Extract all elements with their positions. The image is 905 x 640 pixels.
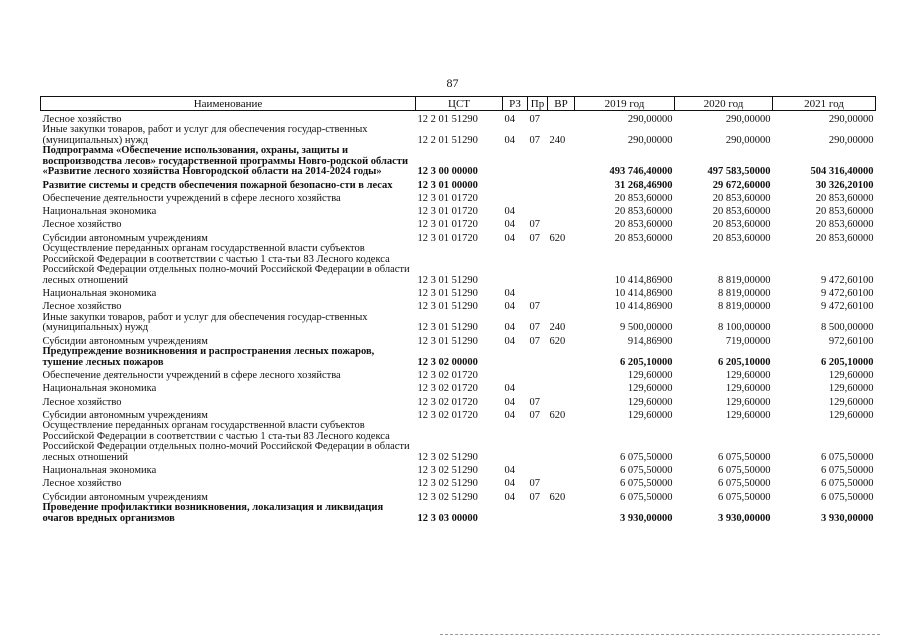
cell-y2021: 6 075,50000 [821,478,874,490]
cell-cst: 12 3 01 51290 [417,335,478,347]
cell-y2020: 129,60000 [725,383,771,395]
cell-cst: 12 3 01 01720 [417,232,478,244]
cell-y2019: 129,60000 [627,409,673,421]
cell-rz [503,146,528,178]
cell-name: Развитие системы и средств обеспечения пожарной безопасно-сти в лесах [42,179,393,191]
col-header-vr: ВР [548,97,575,111]
cell-vr [548,286,575,299]
cell-pr [528,286,548,299]
cell-rz [503,244,528,286]
cell-pr [528,463,548,476]
cell-rz: 04 [504,301,515,313]
cell-y2021: 9 472,60100 [821,274,874,286]
cell-y2021: 9 472,60100 [821,301,874,313]
cell-vr: 620 [549,409,566,421]
cell-cst: 12 3 01 51290 [417,288,478,300]
cell-pr [528,381,548,394]
cell-rz: 04 [504,206,515,218]
table-row [41,463,876,476]
cell-y2019: 3 930,00000 [620,512,673,524]
cell-name: Национальная экономика [42,206,157,218]
cell-cst: 12 3 01 01720 [417,192,478,204]
cell-name: Лесное хозяйство [42,113,122,125]
cell-y2019: 914,86900 [627,335,673,347]
cell-pr: 07 [529,335,540,347]
cell-name: Национальная экономика [42,465,157,477]
col-header-2021: 2021 год [773,97,876,111]
cell-y2020: 290,00000 [725,134,771,146]
cell-name: Субсидии автономным учреждениям [42,409,208,421]
cell-rz [503,191,528,204]
cell-cst: 12 3 02 51290 [417,465,478,477]
table-row [41,421,876,463]
cell-y2021: 972,60100 [828,335,874,347]
cell-name: Субсидии автономным учреждениям [42,491,208,503]
cell-cst: 12 3 00 00000 [417,166,478,178]
cell-y2020: 719,00000 [725,335,771,347]
cell-vr [548,463,575,476]
cell-cst: 12 3 01 00000 [417,179,478,191]
cell-rz: 04 [504,322,515,334]
cell-name: Лесное хозяйство [42,301,122,313]
cell-y2019: 9 500,00000 [620,322,673,334]
cell-pr [528,503,548,524]
table-row [41,490,876,503]
table-row [41,300,876,313]
cell-cst: 12 3 02 01720 [417,383,478,395]
table-row [41,191,876,204]
cell-name: Иные закупки товаров, работ и услуг для обеспечения государ-ственных (муниципальных) нужд [42,311,368,334]
cell-cst: 12 3 03 00000 [417,512,478,524]
table-row [41,244,876,286]
cell-name: Субсидии автономным учреждениям [42,335,208,347]
table-row [41,347,876,368]
cell-name: Обеспечение деятельности учреждений в сфере лесного хозяйства [42,369,341,381]
cell-y2020: 6 075,50000 [718,451,771,463]
cell-name: Проведение профилактики возникновения, локализация и ликвидация очагов вредных организмов [42,502,384,524]
cell-y2020: 20 853,60000 [712,232,771,244]
cell-vr [548,191,575,204]
cell-vr [548,421,575,463]
cell-vr [548,146,575,178]
table-row [41,503,876,524]
table-row [41,218,876,231]
cell-rz: 04 [504,478,515,490]
cell-name: Национальная экономика [42,288,157,300]
cell-name: Субсидии автономным учреждениям [42,232,208,244]
cell-vr [548,111,575,126]
cell-vr [548,381,575,394]
cell-rz: 04 [504,383,515,395]
cell-pr: 07 [529,322,540,334]
cell-y2019: 20 853,60000 [614,232,673,244]
cell-y2021: 504 316,40000 [810,166,874,178]
col-header-pr: Пр [528,97,548,111]
page-number: 87 [446,76,459,90]
cell-pr: 07 [529,113,540,125]
cell-pr: 07 [529,232,540,244]
cell-name: Лесное хозяйство [42,219,122,231]
cell-cst: 12 3 02 01720 [417,396,478,408]
cell-pr: 07 [529,491,540,503]
cell-y2021: 6 205,10000 [821,356,874,368]
cell-name: Обеспечение деятельности учреждений в сфере лесного хозяйства [42,192,341,204]
cell-vr [548,178,575,191]
cell-cst: 12 3 01 01720 [417,206,478,218]
cell-y2019: 6 075,50000 [620,478,673,490]
cell-y2020: 6 075,50000 [718,478,771,490]
table-row [41,111,876,126]
cell-y2019: 290,00000 [627,134,673,146]
cell-cst: 12 3 02 01720 [417,409,478,421]
cell-vr [548,300,575,313]
cell-rz: 04 [504,396,515,408]
cell-pr: 07 [529,134,540,146]
cell-y2019: 10 414,86900 [614,274,673,286]
cell-cst: 12 3 02 00000 [417,356,478,368]
cell-vr [548,218,575,231]
cell-y2021: 20 853,60000 [815,206,874,218]
cell-vr [548,368,575,381]
cell-rz [503,178,528,191]
table-row [41,408,876,421]
cell-pr [528,191,548,204]
cell-vr: 240 [549,134,566,146]
cell-y2021: 8 500,00000 [821,322,874,334]
cell-vr: 240 [549,322,566,334]
cell-rz: 04 [504,232,515,244]
table-row [41,381,876,394]
cell-pr: 07 [529,478,540,490]
cell-pr [528,178,548,191]
cell-cst: 12 3 01 51290 [417,301,478,313]
cell-y2019: 6 075,50000 [620,465,673,477]
cell-y2020: 8 819,00000 [718,288,771,300]
cell-pr: 07 [529,409,540,421]
cell-y2020: 8 100,00000 [718,322,771,334]
cell-vr [548,503,575,524]
cell-y2019: 129,60000 [627,369,673,381]
table-row [41,231,876,244]
cell-y2020: 497 583,50000 [707,166,771,178]
cell-name: Подпрограмма «Обеспечение использования, охраны, защиты и воспроизводства лесов» государственной программы Новго-родской области «Развитие лесного хозяйства Новгородской области на 2014-2024 годы» [42,145,409,178]
table-header-row [41,97,876,111]
table-row [41,286,876,299]
cell-rz: 04 [504,134,515,146]
cell-y2021: 6 075,50000 [821,491,874,503]
cell-name: Осуществление переданных органам государственной власти субъектов Российской Федерации в соответствии с частью 1 ста-тьи 83 Лесного кодекса Российской Федерации отдельных полно-мочий Российской Федерации в области лесных отношений [42,243,410,286]
cell-vr [548,477,575,490]
cell-y2019: 290,00000 [627,113,673,125]
cell-pr [528,204,548,217]
cell-cst: 12 2 01 51290 [417,113,478,125]
cell-y2020: 20 853,60000 [712,206,771,218]
cell-pr [528,244,548,286]
cell-name: Предупреждение возникновения и распространения лесных пожаров, тушение лесных пожаров [42,346,375,368]
table-row [41,178,876,191]
cell-y2021: 20 853,60000 [815,219,874,231]
cell-pr [528,421,548,463]
cell-name: Лесное хозяйство [42,478,122,490]
cell-cst: 12 3 02 51290 [417,491,478,503]
cell-rz: 04 [504,335,515,347]
cell-y2021: 6 075,50000 [821,465,874,477]
table-row [41,334,876,347]
cell-y2019: 129,60000 [627,396,673,408]
cell-y2020: 20 853,60000 [712,192,771,204]
cell-y2020: 8 819,00000 [718,301,771,313]
cell-rz [503,421,528,463]
cell-name: Лесное хозяйство [42,396,122,408]
cell-pr [528,146,548,178]
cell-name: Национальная экономика [42,383,157,395]
table-row [41,313,876,334]
cell-pr: 07 [529,301,540,313]
cell-vr [548,244,575,286]
col-header-cst: ЦСТ [416,97,503,111]
cell-y2021: 290,00000 [828,113,874,125]
cell-cst: 12 3 01 01720 [417,219,478,231]
cell-cst: 12 3 02 01720 [417,369,478,381]
table-row [41,477,876,490]
cell-rz [503,368,528,381]
cell-rz [503,347,528,368]
cell-y2019: 20 853,60000 [614,219,673,231]
cell-y2019: 493 746,40000 [609,166,673,178]
cell-rz: 04 [504,409,515,421]
col-header-rz: РЗ [503,97,528,111]
cell-y2019: 6 075,50000 [620,451,673,463]
cell-y2021: 290,00000 [828,134,874,146]
cell-name: Осуществление переданных органам государственной власти субъектов Российской Федерации в соответствии с частью 1 ста-тьи 83 Лесного кодекса Российской Федерации отдельных полно-мочий Российской Федерации в области лесных отношений [42,420,410,463]
cell-rz: 04 [504,465,515,477]
cell-rz: 04 [504,288,515,300]
cell-rz: 04 [504,219,515,231]
cell-y2020: 20 853,60000 [712,219,771,231]
cell-y2020: 29 672,60000 [712,179,771,191]
cell-cst: 12 3 02 51290 [417,451,478,463]
col-header-2020: 2020 год [675,97,773,111]
cell-y2021: 30 326,20100 [815,179,874,191]
cell-y2019: 10 414,86900 [614,301,673,313]
cell-y2020: 8 819,00000 [718,274,771,286]
budget-table [40,96,876,524]
cell-y2019: 20 853,60000 [614,192,673,204]
cell-y2021: 20 853,60000 [815,232,874,244]
cell-y2019: 10 414,86900 [614,288,673,300]
cell-y2019: 31 268,46900 [614,179,673,191]
cell-pr: 07 [529,396,540,408]
table-row [41,368,876,381]
cell-y2021: 6 075,50000 [821,451,874,463]
cell-vr: 620 [549,335,566,347]
col-header-name: Наименование [41,97,416,111]
page-bottom-edge [440,634,880,636]
cell-rz: 04 [504,491,515,503]
cell-y2020: 290,00000 [725,113,771,125]
cell-y2020: 6 075,50000 [718,465,771,477]
cell-y2020: 129,60000 [725,409,771,421]
table-row [41,204,876,217]
table-row [41,125,876,146]
cell-cst: 12 3 01 51290 [417,322,478,334]
cell-y2019: 129,60000 [627,383,673,395]
cell-y2019: 20 853,60000 [614,206,673,218]
table-row [41,395,876,408]
cell-y2021: 129,60000 [828,409,874,421]
col-header-2019: 2019 год [575,97,675,111]
cell-vr [548,204,575,217]
cell-rz: 04 [504,113,515,125]
table-row [41,146,876,178]
cell-vr [548,395,575,408]
cell-y2021: 9 472,60100 [821,288,874,300]
cell-y2021: 129,60000 [828,383,874,395]
cell-cst: 12 2 01 51290 [417,134,478,146]
cell-cst: 12 3 02 51290 [417,478,478,490]
cell-rz [503,503,528,524]
cell-cst: 12 3 01 51290 [417,274,478,286]
cell-vr: 620 [549,232,566,244]
cell-y2021: 20 853,60000 [815,192,874,204]
cell-y2020: 6 205,10000 [718,356,771,368]
cell-y2020: 129,60000 [725,396,771,408]
table-body [41,111,876,525]
cell-y2019: 6 205,10000 [620,356,673,368]
cell-name: Иные закупки товаров, работ и услуг для обеспечения государ-ственных (муниципальных) нужд [42,124,368,146]
cell-y2020: 129,60000 [725,369,771,381]
cell-pr [528,347,548,368]
cell-vr [548,347,575,368]
cell-y2019: 6 075,50000 [620,491,673,503]
cell-vr: 620 [549,491,566,503]
cell-y2021: 129,60000 [828,396,874,408]
cell-y2021: 129,60000 [828,369,874,381]
cell-pr [528,368,548,381]
cell-y2020: 6 075,50000 [718,491,771,503]
cell-y2020: 3 930,00000 [718,512,771,524]
cell-pr: 07 [529,219,540,231]
cell-y2021: 3 930,00000 [821,512,874,524]
